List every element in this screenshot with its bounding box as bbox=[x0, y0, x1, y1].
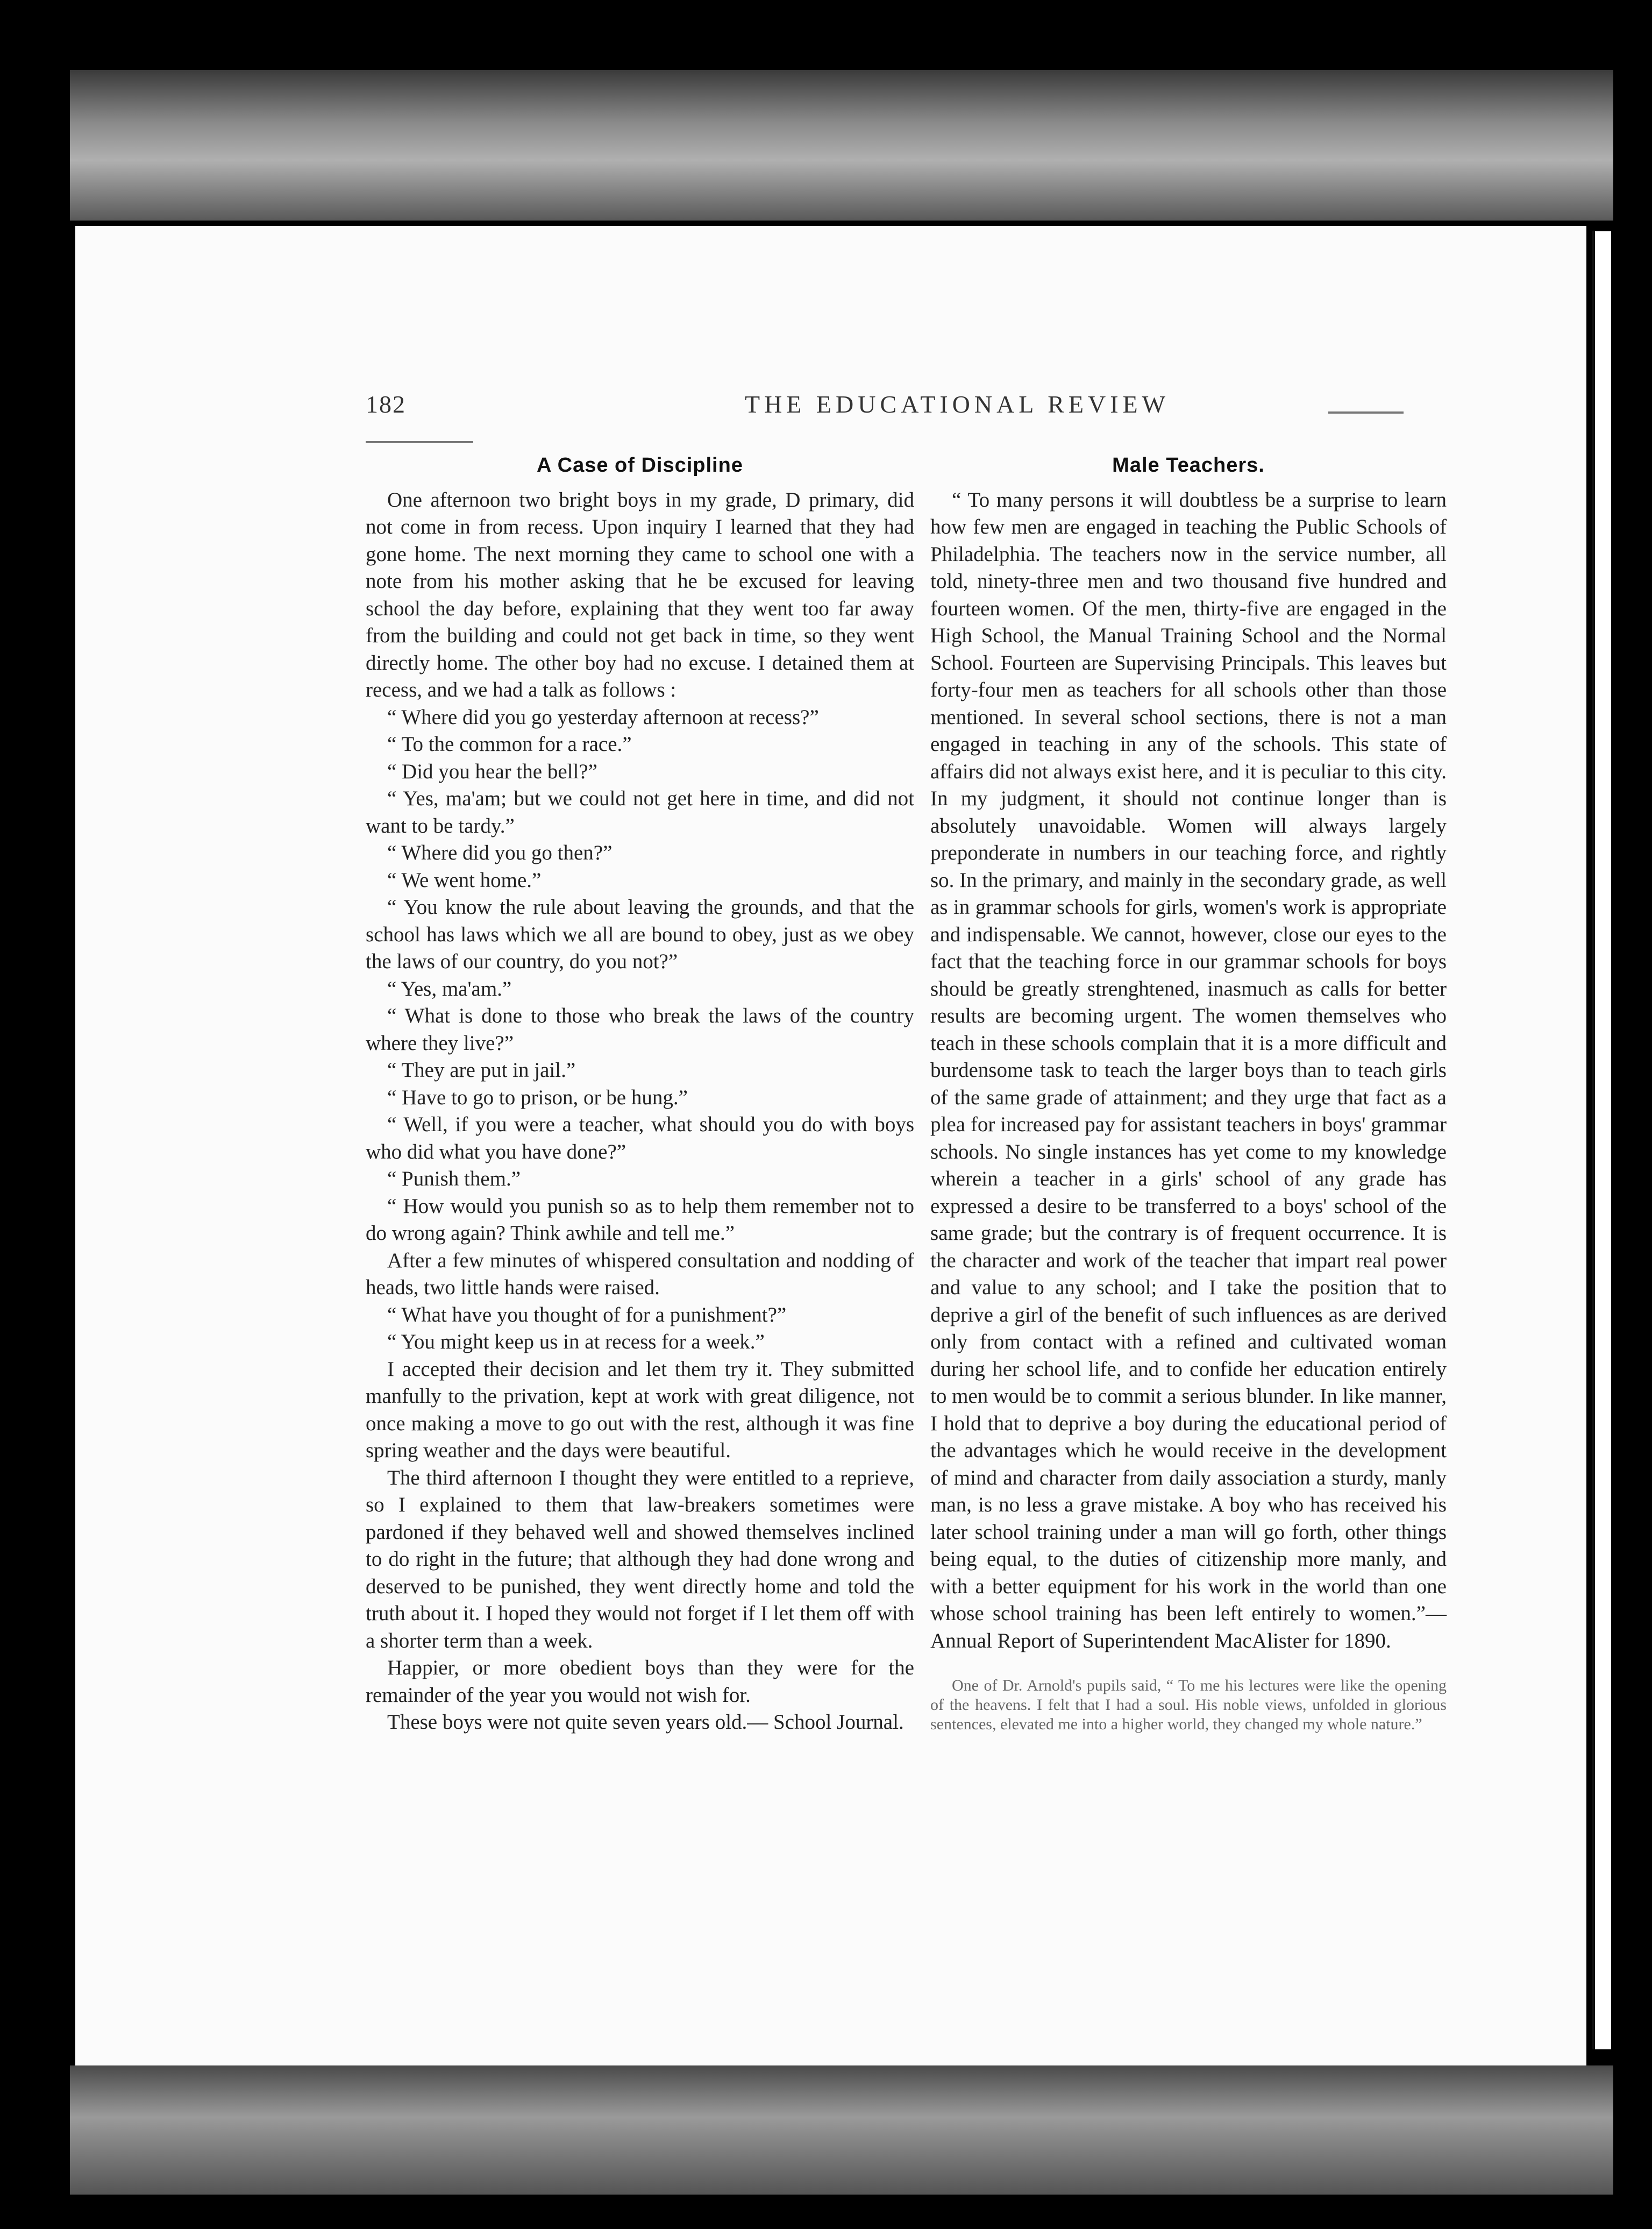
adjacent-page-edge bbox=[1592, 231, 1611, 2049]
paragraph: “ Yes, ma'am.” bbox=[387, 977, 512, 1000]
paragraph: “ Where did you go then?” bbox=[387, 841, 613, 864]
left-column bbox=[366, 452, 914, 1736]
paragraph: Happier, or more obedient boys than they were for the remainder of the year you would not wish for. bbox=[366, 1656, 914, 1707]
paragraph: After a few minutes of whispered consultation and nodding of heads, two little hands were raised. bbox=[366, 1248, 914, 1299]
paragraph: These boys were not quite seven years old.— School Journal. bbox=[387, 1710, 904, 1734]
article-body bbox=[366, 487, 914, 1736]
paragraph: “ To the common for a race.” bbox=[387, 733, 632, 756]
paragraph: “ Did you hear the bell?” bbox=[387, 759, 597, 783]
paragraph: “ You might keep us in at recess for a week.” bbox=[387, 1330, 765, 1353]
paragraph: “ You know the rule about leaving the grounds, and that the school has laws which we all are bound to obey, just as we obey the laws of our country, do you not?” bbox=[366, 896, 914, 973]
paragraph: “ To many persons it will doubtless be a surprise to learn how few men are engaged in teaching the Public Schools of Philadelphia. The teachers now in the service number, all told, ninety-three men and two thousand five hundred and fourteen women. Of the men, thirty-five are engaged in the High School, the Manual Training School and the Normal School. Fourteen are Supervising Principals. This leaves but forty-four men as teachers for all schools other than those mentioned. In several school sections, there is not a man engaged in teaching in any of the schools. This state of affairs did not always exist here, and it is peculiar to this city. In my judgment, it should not continue longer than is absolutely unavoidable. Women will always largely preponderate in numbers in our teaching force, and rightly so. In the primary, and mainly in the secondary grade, as well as in grammar schools for girls, women's work is appropriate and indispensable. We cannot, however, close our eyes to the fact that the teaching force in our grammar schools for boys should be greatly strenghtened, inasmuch as calls for better results are becoming urgent. The women themselves who teach in these schools complain that it is a more difficult and burdensome task to teach the larger boys than to teach girls of the same grade of attainment; and they urge that fact as a plea for increased pay for assistant teachers in boys' grammar schools. No single instances has yet come to my knowledge wherein a teacher in a girls' school of any grade has expressed a desire to be transferred to a boys' school of the same grade; but the contrary is of frequent occurrence. It is the character and work of the teacher that impart real power and value to any school; and I take the position that to deprive a girl of the benefit of such influences as are derived only from contact with a refined and cultivated woman during her school life, and to confide her education entirely to men would be to commit a serious blunder. In like manner, I hold that to deprive a boy during the educational period of the advantages which he would receive in the development of mind and character from daily association a sturdy, manly man, is no less a grave mistake. A boy who has received his later school training under a man will go forth, other things being equal, to the duties of citizenship more manly, and with a better equipment for his work in the world than one whose school training has been left entirely to women.”— Annual Report of Superintendent MacAlister for 1890. bbox=[930, 488, 1447, 1652]
header-rule-left bbox=[366, 441, 473, 443]
paragraph: “ Where did you go yesterday afternoon at recess?” bbox=[387, 705, 819, 729]
paragraph: The third afternoon I thought they were entitled to a reprieve, so I explained to them that law-breakers sometimes were pardoned if they behaved well and showed themselves inclined to do right in the future; that although they had done wrong and deserved to be punished, they went directly home and told the truth about it. I hoped they would not forget if I let them off with a shorter term than a week. bbox=[366, 1466, 914, 1652]
page-number: 182 bbox=[366, 391, 406, 418]
footnote: One of Dr. Arnold's pupils said, “ To me his lectures were like the opening of the heavens. I felt that I had a soul. His noble views, unfolded in glorious sentences, elevated me into a higher world, they changed my whole nature.” bbox=[930, 1677, 1447, 1733]
document-page bbox=[75, 226, 1586, 2065]
paragraph: “ Well, if you were a teacher, what should you do with boys who did what you have done?” bbox=[366, 1113, 914, 1163]
paragraph: “ What is done to those who break the laws of the country where they live?” bbox=[366, 1004, 914, 1055]
paragraph: “ Punish them.” bbox=[387, 1167, 521, 1190]
article-title: A Case of Discipline bbox=[537, 454, 743, 477]
paragraph: “ How would you punish so as to help them remember not to do wrong again? Think awhile and tell me.” bbox=[366, 1194, 914, 1245]
paragraph: One afternoon two bright boys in my grade, D primary, did not come in from recess. Upon inquiry I learned that they had gone home. The next morning they came to school one with a note from his mother asking that he be excused for leaving school the day before, explaining that they went too far away from the building and could not get back in time, so they went directly home. The other boy had no excuse. I detained them at recess, and we had a talk as follows : bbox=[366, 488, 914, 701]
right-column bbox=[930, 452, 1447, 1734]
article-body bbox=[930, 487, 1447, 1655]
running-head: THE EDUCATIONAL REVIEW bbox=[744, 391, 1170, 418]
paragraph: “ Have to go to prison, or be hung.” bbox=[387, 1085, 688, 1109]
paragraph: I accepted their decision and let them try it. They submitted manfully to the privation, kept at work with great diligence, not once making a move to go out with the rest, although it was fine spring weather and the days were beautiful. bbox=[366, 1357, 914, 1462]
paragraph: “ Yes, ma'am; but we could not get here in time, and did not want to be tardy.” bbox=[366, 787, 914, 837]
header-rule-right bbox=[1328, 411, 1404, 414]
paragraph: “ They are put in jail.” bbox=[387, 1059, 576, 1082]
paragraph: “ What have you thought of for a punishment?” bbox=[387, 1303, 787, 1326]
scan-background-top bbox=[70, 70, 1613, 221]
paragraph: “ We went home.” bbox=[387, 868, 542, 892]
scan-background-bottom bbox=[70, 2065, 1613, 2195]
article-title: Male Teachers. bbox=[1112, 454, 1265, 477]
